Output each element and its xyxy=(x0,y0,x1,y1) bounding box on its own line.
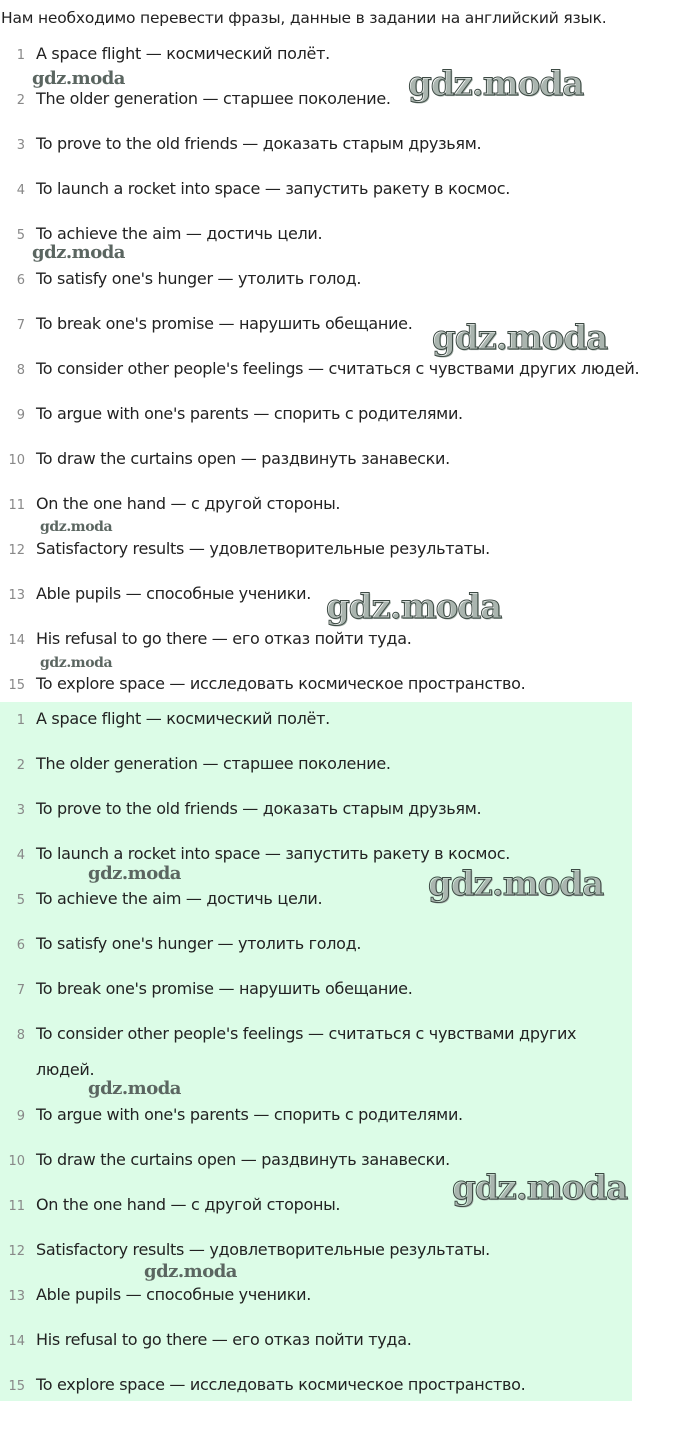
item-text: The older generation — старшее поколение. xyxy=(36,754,391,773)
item-text: Able pupils — способные ученики. xyxy=(36,1285,312,1304)
item-text: To prove to the old friends — доказать старым друзьям. xyxy=(36,134,482,153)
item-text: To break one's promise — нарушить обещание. xyxy=(36,979,413,998)
item-text: To prove to the old friends — доказать старым друзьям. xyxy=(36,799,482,818)
item-number: 7 xyxy=(16,318,25,333)
item-number: 2 xyxy=(16,758,25,773)
item-number: 4 xyxy=(16,848,25,863)
item-number: 12 xyxy=(8,543,25,558)
list-item xyxy=(0,1022,632,1103)
list-item xyxy=(0,582,680,627)
list-item xyxy=(0,1103,632,1148)
item-number: 1 xyxy=(16,713,25,728)
list-item xyxy=(0,177,680,222)
list-item xyxy=(0,842,632,887)
watermark: gdz.moda xyxy=(408,64,584,104)
translation-list-top xyxy=(0,42,680,717)
item-text: To launch a rocket into space — запустить ракету в космос. xyxy=(36,179,510,198)
item-number: 5 xyxy=(16,228,25,243)
watermark: gdz.moda xyxy=(32,68,125,89)
item-text: To achieve the aim — достичь цели. xyxy=(36,224,323,243)
item-number: 9 xyxy=(16,408,25,423)
item-text: To argue with one's parents — спорить с родителями. xyxy=(36,404,463,423)
watermark: gdz.moda xyxy=(144,1261,237,1282)
item-number: 12 xyxy=(8,1244,25,1259)
item-number: 14 xyxy=(8,1334,25,1349)
item-number: 4 xyxy=(16,183,25,198)
item-text: Able pupils — способные ученики. xyxy=(36,584,312,603)
item-text: To draw the curtains open — раздвинуть занавески. xyxy=(36,1150,450,1169)
item-number: 1 xyxy=(16,48,25,63)
list-item xyxy=(0,1193,632,1238)
list-item xyxy=(0,267,680,312)
list-item xyxy=(0,447,680,492)
list-item xyxy=(0,222,680,267)
item-text: To satisfy one's hunger — утолить голод. xyxy=(36,269,362,288)
list-item xyxy=(0,627,680,672)
item-number: 10 xyxy=(8,1154,25,1169)
item-number: 7 xyxy=(16,983,25,998)
list-item xyxy=(0,887,632,932)
watermark: gdz.moda xyxy=(40,519,113,535)
item-text: To break one's promise — нарушить обещание. xyxy=(36,314,413,333)
list-item xyxy=(0,752,632,797)
item-number: 3 xyxy=(16,803,25,818)
item-number: 8 xyxy=(16,363,25,378)
watermark: gdz.moda xyxy=(88,1078,181,1099)
item-number: 6 xyxy=(16,938,25,953)
item-text: To argue with one's parents — спорить с родителями. xyxy=(36,1105,463,1124)
list-item xyxy=(0,492,680,537)
watermark: gdz.moda xyxy=(88,863,181,884)
item-number: 2 xyxy=(16,93,25,108)
watermark: gdz.moda xyxy=(326,587,502,627)
item-text: To draw the curtains open — раздвинуть занавески. xyxy=(36,449,450,468)
item-number: 11 xyxy=(8,498,25,513)
item-text: On the one hand — с другой стороны. xyxy=(36,1195,341,1214)
list-item xyxy=(0,797,632,842)
item-text: To explore space — исследовать космическое пространство. xyxy=(36,1375,526,1394)
translation-list-bottom xyxy=(0,707,632,1418)
item-text: His refusal to go there — его отказ пойти туда. xyxy=(36,629,412,648)
item-text: To launch a rocket into space — запустить ракету в космос. xyxy=(36,844,510,863)
item-number: 15 xyxy=(8,678,25,693)
list-item xyxy=(0,132,680,177)
list-item xyxy=(0,537,680,582)
list-item xyxy=(0,87,680,132)
item-number: 11 xyxy=(8,1199,25,1214)
item-text: Satisfactory results — удовлетворительные результаты. xyxy=(36,539,490,558)
item-text: To consider other people's feelings — считаться с чувствами других людей. xyxy=(36,1024,577,1079)
item-text: A space flight — космический полёт. xyxy=(36,709,330,728)
intro-text: Нам необходимо перевести фразы, данные в задании на английский язык. xyxy=(1,9,607,27)
item-text: Satisfactory results — удовлетворительные результаты. xyxy=(36,1240,490,1259)
watermark: gdz.moda xyxy=(432,318,608,358)
item-number: 9 xyxy=(16,1109,25,1124)
list-item xyxy=(0,402,680,447)
list-item xyxy=(0,1148,632,1193)
item-text: To explore space — исследовать космическое пространство. xyxy=(36,674,526,693)
list-item xyxy=(0,1283,632,1328)
list-item xyxy=(0,932,632,977)
item-number: 8 xyxy=(16,1028,25,1043)
item-number: 10 xyxy=(8,453,25,468)
item-text: To satisfy one's hunger — утолить голод. xyxy=(36,934,362,953)
list-item xyxy=(0,1328,632,1373)
item-text: A space flight — космический полёт. xyxy=(36,44,330,63)
item-text: To achieve the aim — достичь цели. xyxy=(36,889,323,908)
watermark: gdz.moda xyxy=(32,242,125,263)
item-number: 13 xyxy=(8,1289,25,1304)
list-item xyxy=(0,42,680,87)
item-text: His refusal to go there — его отказ пойти туда. xyxy=(36,1330,412,1349)
item-number: 14 xyxy=(8,633,25,648)
item-text: On the one hand — с другой стороны. xyxy=(36,494,341,513)
list-item xyxy=(0,357,680,402)
item-number: 13 xyxy=(8,588,25,603)
list-item xyxy=(0,1373,632,1418)
item-number: 5 xyxy=(16,893,25,908)
item-text: The older generation — старшее поколение. xyxy=(36,89,391,108)
item-text: To consider other people's feelings — считаться с чувствами других людей. xyxy=(36,359,640,378)
item-number: 6 xyxy=(16,273,25,288)
item-number: 15 xyxy=(8,1379,25,1394)
list-item xyxy=(0,312,680,357)
list-item xyxy=(0,707,632,752)
item-number: 3 xyxy=(16,138,25,153)
list-item xyxy=(0,1238,632,1283)
watermark: gdz.moda xyxy=(40,655,113,671)
